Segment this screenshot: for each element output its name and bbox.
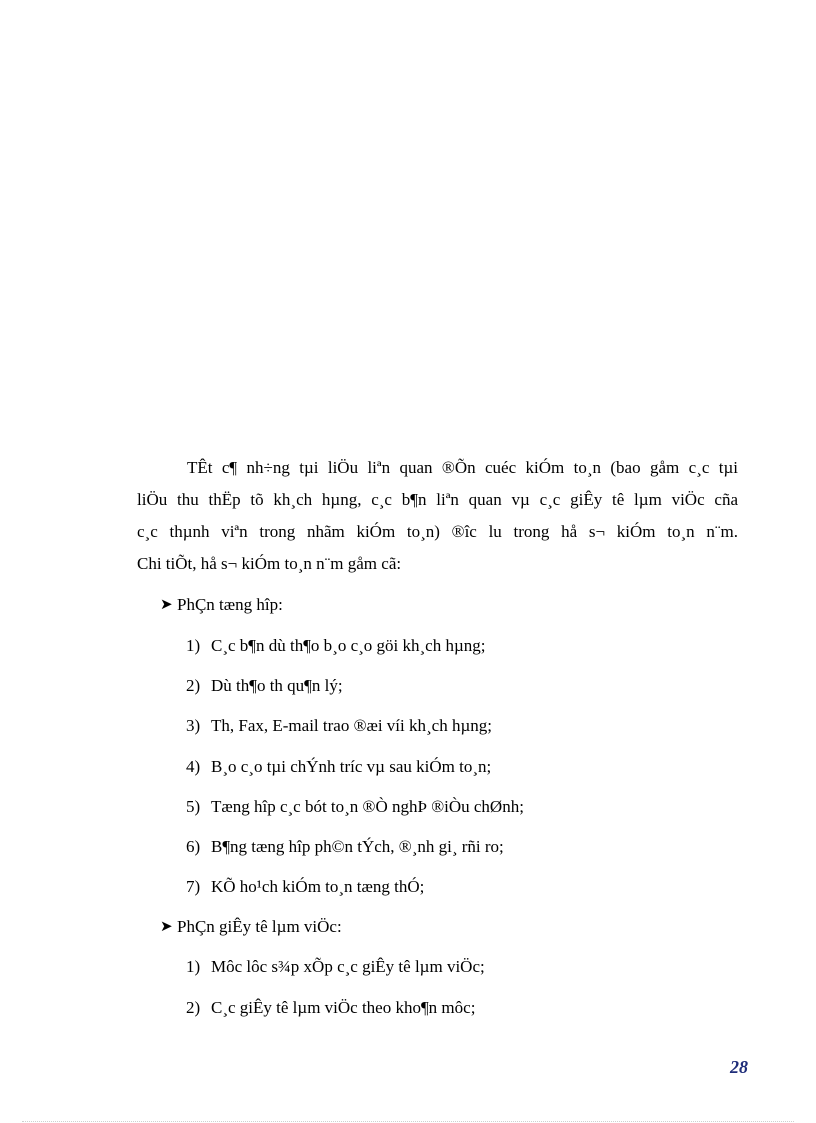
list-item-text: KÕ ho¹ch kiÓm to¸n tæng thÓ; xyxy=(211,877,425,896)
list-item-text: B¸o c¸o tµi chÝnh tríc vµ sau kiÓm to¸n; xyxy=(211,757,492,776)
paragraph-line: c¸c thµnh viªn trong nhãm kiÓm to¸n) ®îc lu trong hå s¬ kiÓm to¸n n¨m. xyxy=(137,522,738,541)
list-item-number: 3) xyxy=(186,716,201,735)
arrowhead-bullet-icon: ➤ xyxy=(160,597,173,613)
list-item xyxy=(186,755,491,779)
list-item-number: 1) xyxy=(186,957,201,976)
list-item-number: 2) xyxy=(186,676,201,695)
footer-divider xyxy=(22,1121,794,1122)
list-item xyxy=(186,674,343,698)
list-item xyxy=(186,955,485,979)
list-item-number: 5) xyxy=(186,797,201,816)
list-item-number: 7) xyxy=(186,877,201,896)
list-item xyxy=(186,875,424,899)
section-heading-summary xyxy=(160,593,283,617)
list-item-text: Dù th¶o th qu¶n lý; xyxy=(211,676,343,695)
list-item xyxy=(186,835,504,859)
list-item-number: 1) xyxy=(186,636,201,655)
section-heading-working-papers xyxy=(160,915,342,939)
list-item xyxy=(186,634,486,658)
list-item-text: Th, Fax, E-mail trao ®æi víi kh¸ch hµng; xyxy=(211,716,492,735)
list-item-number: 6) xyxy=(186,837,201,856)
list-item xyxy=(186,795,524,819)
list-item-number: 4) xyxy=(186,757,201,776)
list-item-text: Tæng hîp c¸c bót to¸n ®Ò nghÞ ®iÒu chØnh; xyxy=(211,797,524,816)
list-item-number: 2) xyxy=(186,998,201,1017)
list-item xyxy=(186,996,475,1020)
page-number: 28 xyxy=(730,1057,748,1077)
arrowhead-bullet-icon: ➤ xyxy=(160,919,173,935)
list-item xyxy=(186,714,492,738)
paragraph-line: TÊt c¶ nh÷ng tµi liÖu liªn quan ®Õn cuéc kiÓm to¸n (bao gåm c¸c tµi xyxy=(187,458,738,477)
list-item-text: B¶ng tæng hîp ph©n tÝch, ®¸nh gi¸ rñi ro; xyxy=(211,837,504,856)
paragraph-line: Chi tiÕt, hå s¬ kiÓm to¸n n¨m gåm cã: xyxy=(137,554,402,573)
list-item-text: Môc lôc s¾p xÕp c¸c giÊy tê lµm viÖc; xyxy=(211,957,485,976)
section-heading-label: PhÇn tæng hîp: xyxy=(177,595,283,614)
paragraph-line: liÖu thu thËp tõ kh¸ch hµng, c¸c b¶n liªn quan vµ c¸c giÊy tê lµm viÖc cña xyxy=(137,490,738,509)
list-item-text: C¸c giÊy tê lµm viÖc theo kho¶n môc; xyxy=(211,998,476,1017)
list-item-text: C¸c b¶n dù th¶o b¸o c¸o göi kh¸ch hµng; xyxy=(211,636,486,655)
section-heading-label: PhÇn giÊy tê lµm viÖc: xyxy=(177,917,342,936)
